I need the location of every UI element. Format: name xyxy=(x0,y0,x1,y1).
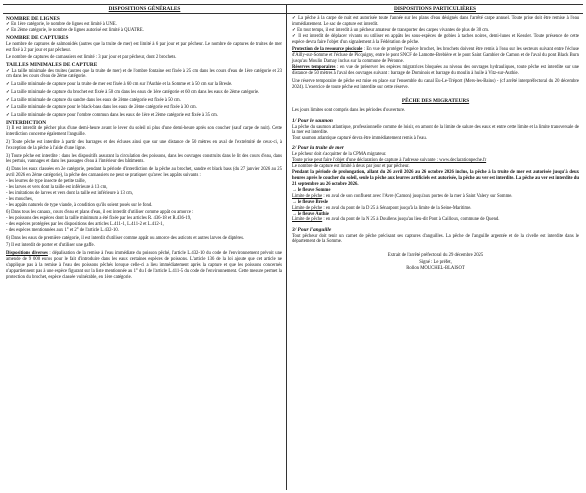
min-size-trout: ✓ La taille minimale des truites (autres que la truite de mer) et de l'ombre fontaine est fixée à 25 cm dans les cours d'eau de 1ère catégorie et 23 cm dans les cours d'eau de 2ème catégorie. xyxy=(6,69,282,81)
river-authie-limit xyxy=(292,217,579,223)
prefect-name: Rollon MOUCHEL-BLAISOT xyxy=(406,265,465,271)
lines-heading: NOMBRE DE LIGNES xyxy=(6,16,60,22)
bait-item: - les mouches, xyxy=(6,196,33,202)
salmon-text: La pêche du saumon atlantique, professionnelle comme de loisir, en amont de la limite de salure des eaux et entre cette limite et la limite transversale de la mer est interdite. xyxy=(292,124,579,136)
bait-item: - les imitations de larves et vers dont la taille est inférieure à 13 cm, xyxy=(6,190,133,196)
sea-trout-limit: Le nombre de capture est limité à deux par jour et par pêcheur. xyxy=(292,164,410,170)
lines-rule-1: ✓ En 1ère catégorie, le nombre de lignes est limité à UNE. xyxy=(6,22,282,28)
salmon-heading: 1/ Pour le saumon xyxy=(292,117,333,124)
temporary-reserves-label: Réserves temporaires xyxy=(292,65,336,71)
eel-heading: 3/ Pour l'anguille xyxy=(292,226,332,233)
sea-trout-declaration-link[interactable]: Toute prise peut faire l'objet d'une déclaration de capture à l'adresse suivante : www.declarationpeche.fr xyxy=(292,158,487,164)
night-carp-rule: ✓ La pêche à la carpe de nuit est autorisée toute l'année sur les plans d'eau désignés dans l'arrêté carpe annuel. Toute prise doit être remise à l'eau immédiatement. Le sac de capture est interdit. xyxy=(292,16,579,28)
river-bresle-limit-text: : en aval du pont de la D 25 à Sénarpont jusqu'à la limite de la Seine-Maritime. xyxy=(322,205,472,211)
sea-trout-extension: Pendant la période de prolongation, allant du 26 avril 2026 au 26 octobre 2026 inclus, la pêche à la truite de mer est autorisée jusqu'à deux heures après le coucher du soleil, seule la pêche aux leurres artificiels est autorisée, la pêche au ver est interdite. La pêche au ver est interdite du 21 septembre au 26 octobre 2026. xyxy=(292,170,579,187)
captures-heading: NOMBRE DE CAPTURES xyxy=(6,35,69,42)
interdiction-heading: INTERDICTION xyxy=(6,119,47,126)
interdiction-4: 4) Dans les eaux classées en 2e catégorie, pendant la période d'interdiction de la pêche au brochet, sandre et black bass (du 27 janvier 2026 au 25 avril 2026 en 2ème catégorie), la pêche des carnassiers ne peut se pratiquer qu'avec les appâts suivants : xyxy=(6,167,282,179)
diverse-provisions-text: : dépalisation de la remise à l'eau immédiate du poisson pêché, l'article L.432-10 du code de l'environnement prévoit une amende de 9 000 euros pour le fait d'introduire dans les eaux certaines espèces de poissons. L'article 136 de la loi ajoute que cet article ne s'applique pas à la remise à l'eau des poissons pêchés lorsque celle-ci a lieu immédiatement après la capture et que les poissons concernés n'appartiennent pas à une espèce figurant sur la liste mentionnée au 1° du I de l'article L.411-5 du code de l'environnement. Cette mesure permet la protection du brochet, espèce classée vulnérable, en 1ère catégorie. xyxy=(6,251,282,280)
specific-provisions-column xyxy=(287,5,583,490)
bait-ban-item: - les poissons des espèces dont la taille minimum a été fixée par les articles R. 436-18 et R.436-19, xyxy=(6,216,192,222)
interdiction-larvae: 6) Dans les eaux de première catégorie, il est interdit d'utiliser comme appât ou amorce des asticots et autres larves de diptères. xyxy=(6,235,245,241)
min-size-pike: ✓ La taille minimale de capture du brochet est fixée à 50 cm dans les eaux de 1ère catégorie et 60 cm dans les eaux de 2ème catégorie. xyxy=(6,90,282,96)
river-authie-limit-label: Limite de pêche xyxy=(292,217,323,223)
river-bresle-heading: → le fleuve Bresle xyxy=(292,200,579,206)
regulation-notice xyxy=(3,4,583,490)
interdiction-gaff: 7) Il est interdit de porter et d'utiliser une gaffe. xyxy=(6,243,95,249)
river-somme-limit-text: : en aval de son confluent avec l'Avre (Camon) jusqu'aux portes de la mer à Saint Valery sur Somme. xyxy=(322,193,513,199)
min-sizes-heading: TAILLES MINIMALES DE CAPTURE xyxy=(6,62,98,69)
interdiction-1: 1) Il est interdit de pêcher plus d'une demi-heure avant le lever du soleil ni plus d'une demi-heure après son coucher (sauf carpe de nuit). Cette interdiction concerne également l'anguille. xyxy=(6,126,282,138)
migratory-fishing-title: PÊCHE DES MIGRATEURS xyxy=(401,98,470,105)
bait-ban-item: - des espèces mentionnées aux 1° et 2° de l'article L.432-10. xyxy=(6,227,119,233)
river-authie-limit-text: : en aval du pont de la N 25 à Doullens jusqu'au lieu-dit Pont à Cailloux, commune de Quend. xyxy=(322,217,500,223)
interdiction-3: 3) Toute pêche est interdite : dans les dispositifs assurant la circulation des poissons, dans les ouvrages construits dans le lit des cours d'eau, dans les pertuis, vannages et dans les passages d'eau à l'intérieur des bâtiments. xyxy=(6,153,282,165)
temporary-reserves xyxy=(292,65,579,77)
diverse-provisions xyxy=(6,251,282,281)
carp-transport-rule: ✓ En tout temps, il est interdit à un pêcheur amateur de transporter des carpes vivantes de plus de 30 cm. xyxy=(292,28,579,34)
min-size-zander: ✓ La taille minimale de capture du sandre dans les eaux de 2ème catégorie est fixée à 50 cm. xyxy=(6,98,282,104)
migratory-intro: Les jours limites sont compris dans les périodes d'ouverture. xyxy=(292,108,406,114)
specific-provisions-title: DISPOSITIONS PARTICULIÈRES xyxy=(287,5,583,14)
sea-trout-cpma: Le pêcheur doit s'acquitter de la CPMA migrateur. xyxy=(292,152,387,158)
bait-item: - les appâts naturels de type viande, à condition qu'ils soient posés sur le fond. xyxy=(6,202,153,208)
goby-rule: ✓ Il est interdit de déplacer vivants ou utiliser en appâts les sous-espèces de gobies à taches noires, demi-lunes et Kessler. Toute présence de cette espèce devra faire l'objet d'un signalement à la Fédération de pêche. xyxy=(292,34,579,46)
bait-item: - les leurres de type insecte de petite taille, xyxy=(6,178,86,184)
resource-protection xyxy=(292,47,579,65)
min-size-black-bass: ✓ La taille minimale de capture pour le black-bass dans les eaux de 2ème catégorie est fixée à 30 cm. xyxy=(6,105,282,111)
interdiction-2: 2) Toute pêche est interdite à partir des barrages et des écluses ainsi que sur une distance de 50 mètres en aval de l'extrémité de ceux-ci, à l'exception de la pêche à l'aide d'une ligne. xyxy=(6,139,282,151)
eel-text: Tout pêcheur doit tenir un carnet de pêche précisant ses captures d'anguilles. La pêche de l'anguille argentée et de la civelle est interdite dans le département de la Somme. xyxy=(292,233,579,245)
lines-rule-2: ✓ En 2ème catégorie, le nombre de lignes autorisé est limité à QUATRE. xyxy=(6,28,282,34)
river-somme-heading: → le fleuve Somme xyxy=(292,188,579,194)
min-size-grayling: ✓ La taille minimale de capture pour l'ombre commun dans les eaux de 1ère et 2ème catégorie est fixée à 35 cm. xyxy=(6,113,282,119)
general-provisions-title: DISPOSITIONS GÉNÉRALES xyxy=(3,5,286,14)
canal-reserve: Une réserve temporaire de pêche est mise en place sur l'ensemble du canal Eu-Le-Tréport (Mers-les-Bains) - (cf arrêté interpréfectoral du 20 décembre 2024). L'exercice de toute pêche est interdite sur cette réserve. xyxy=(292,78,579,90)
temporary-reserves-text: : en vue de préserver les espèces migratrices bloquées au niveau des ouvrages hydrauliques, toute pêche est interdite sur une distance de 50 mètres à l'aval des ouvrages suivant : barrage de Dominois et barrage du moulin à huile à Vitz-sur-Authie. xyxy=(292,65,579,76)
diverse-provisions-label: Dispositions diverses xyxy=(6,251,48,257)
river-bresle-limit-label: Limite de pêche xyxy=(292,205,323,211)
signed-by: Signé : Le préfet, xyxy=(419,259,452,265)
min-size-sea-trout: ✓ La taille minimale de capture pour la truite de mer est fixée à 60 cm sur l'Authie et la Somme et à 50 cm sur la Bresle. xyxy=(6,82,282,88)
bait-ban-item: - des espèces protégées par les dispositions des articles L.411-1, L.411-2 et L.412-1, xyxy=(6,222,164,228)
general-provisions-column xyxy=(3,5,287,490)
resource-protection-label: Protection de la ressource piscicole xyxy=(292,47,363,53)
resource-protection-text: : En vue de protéger l'espèce brochet, les brochets doivent être remis à l'eau sur les secteurs suivant entre l'écluse d'Ailly-sur-Somme et l'écluse de Picquigny, entre le pont SNCF de Lamotte-Brebière et le pont Saint Gambier de Camon et de l'aval du pont Black Burn jusqu'au Moulin Damay inclus sur la commune de Péronne. xyxy=(292,47,579,65)
river-authie-heading: → le fleuve Authie xyxy=(292,212,579,218)
sea-trout-heading: 2/ Pour la truite de mer xyxy=(292,145,344,152)
river-somme-limit-label: Limite de pêche xyxy=(292,193,323,199)
interdiction-6: 6) Dans tous les canaux, cours d'eau et plans d'eau, il est interdit d'utiliser comme appât ou amorce : xyxy=(6,210,194,216)
salmon-release: Tout saumon atlantique capturé devra être immédiatement remis à l'eau. xyxy=(292,136,427,142)
captures-salmonids: Le nombre de captures de salmonidés (autres que la truite de mer) est limité à 6 par jour et par pêcheur. Le nombre de captures de truites de mer est fixé à 2 par jour et par pêcheur. xyxy=(6,41,282,53)
decree-reference: Extrait de l'arrêté préfectoral du 29 décembre 2025 xyxy=(387,253,484,259)
bait-item: - les larves et vers dont la taille est inférieure à 13 cm, xyxy=(6,184,108,190)
captures-carnivores: Le nombre de captures de carnassiers est limité : 3 par jour et par pêcheur, dont 2 brochets. xyxy=(6,55,177,61)
signature-block xyxy=(292,253,579,272)
